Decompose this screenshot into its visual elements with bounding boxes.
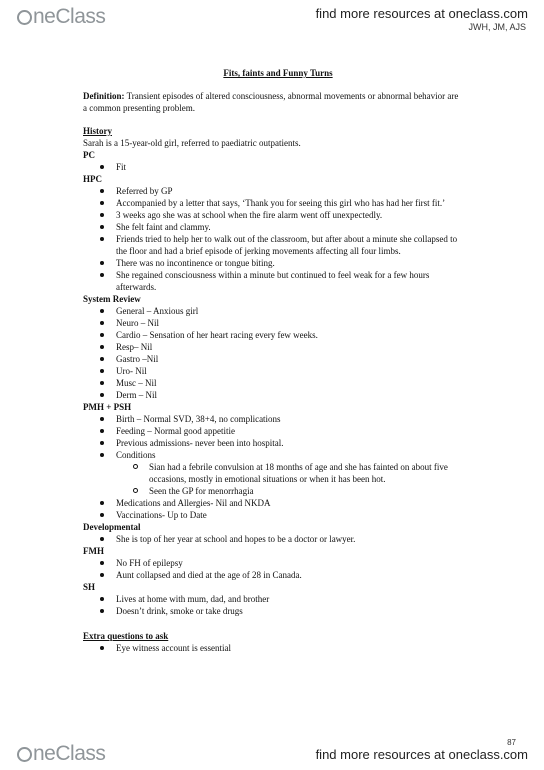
- pc-heading: PC: [83, 150, 95, 160]
- list-item: Doesn’t drink, smoke or take drugs: [83, 605, 463, 617]
- pc-list: [83, 161, 463, 173]
- logo-o-icon: [17, 747, 32, 762]
- hpc-list: [83, 185, 463, 293]
- sub-list-item: Sian had a febrile convulsion at 18 months of age and she has fainted on about five occasions, mostly in emotional situations or when it has been hot.: [83, 461, 463, 485]
- history-intro: Sarah is a 15-year-old girl, referred to paediatric outpatients.: [83, 138, 301, 148]
- list-item: Vaccinations- Up to Date: [83, 509, 463, 521]
- extra-questions-list: [83, 642, 463, 654]
- extra-questions-heading: Extra questions to ask: [83, 631, 169, 641]
- promo-link[interactable]: find more resources at oneclass.com: [315, 6, 528, 21]
- history-heading: History: [83, 126, 112, 136]
- list-item: Medications and Allergies- Nil and NKDA: [83, 497, 463, 509]
- list-item: Musc – Nil: [83, 377, 463, 389]
- list-item: Eye witness account is essential: [83, 642, 463, 654]
- list-item: Aunt collapsed and died at the age of 28 in Canada.: [83, 569, 463, 581]
- sh-heading: SH: [83, 582, 96, 592]
- list-item: 3 weeks ago she was at school when the fire alarm went off unexpectedly.: [83, 209, 463, 221]
- hpc-heading: HPC: [83, 174, 102, 184]
- list-item: Neuro – Nil: [83, 317, 463, 329]
- list-item: Uro- Nil: [83, 365, 463, 377]
- list-item: Birth – Normal SVD, 38+4, no complications: [83, 413, 463, 425]
- fmh-heading: FMH: [83, 546, 104, 556]
- list-item: Gastro –Nil: [83, 353, 463, 365]
- developmental-heading: Developmental: [83, 522, 141, 532]
- list-item: Lives at home with mum, dad, and brother: [83, 593, 463, 605]
- list-item: General – Anxious girl: [83, 305, 463, 317]
- fmh-list: [83, 557, 463, 581]
- list-item: Fit: [83, 161, 463, 173]
- list-item: Resp– Nil: [83, 341, 463, 353]
- list-item: Feeding – Normal good appetitie: [83, 425, 463, 437]
- list-item: Conditions: [83, 449, 463, 461]
- oneclass-logo-footer[interactable]: neClass: [17, 743, 105, 764]
- list-item: She felt faint and clammy.: [83, 221, 463, 233]
- list-item: There was no incontinence or tongue biting.: [83, 257, 463, 269]
- list-item: No FH of epilepsy: [83, 557, 463, 569]
- pmh-list: [83, 413, 463, 521]
- list-item: She is top of her year at school and hopes to be a doctor or lawyer.: [83, 533, 463, 545]
- author-initials: JWH, JM, AJS: [468, 22, 526, 32]
- sub-list-item: Seen the GP for menorrhagia: [83, 485, 463, 497]
- page-title: Fits, faints and Funny Turns: [223, 68, 333, 78]
- definition: [83, 90, 463, 114]
- document-body: [83, 67, 463, 654]
- definition-text: Transient episodes of altered consciousness, abnormal movements or abnormal behavior are a common presenting problem.: [83, 91, 459, 113]
- list-item: Friends tried to help her to walk out of the classroom, but after about a minute she collapsed to the floor and had a brief episode of jerking movements affecting all four limbs.: [83, 233, 463, 257]
- list-item: Cardio – Sensation of her heart racing every few weeks.: [83, 329, 463, 341]
- page-number: 87: [507, 738, 516, 747]
- spacer: [83, 617, 463, 630]
- list-item: Derm – Nil: [83, 389, 463, 401]
- list-item: Accompanied by a letter that says, ‘Thank you for seeing this girl who has had her first fit.’: [83, 197, 463, 209]
- developmental-list: [83, 533, 463, 545]
- list-item: She regained consciousness within a minute but continued to feel weak for a few hours afterwards.: [83, 269, 463, 293]
- list-item: Previous admissions- never been into hospital.: [83, 437, 463, 449]
- sh-list: [83, 593, 463, 617]
- list-item: Referred by GP: [83, 185, 463, 197]
- promo-link-footer[interactable]: find more resources at oneclass.com: [315, 747, 528, 762]
- definition-label: Definition:: [83, 91, 125, 101]
- pmh-heading: PMH + PSH: [83, 402, 132, 412]
- system-review-heading: System Review: [83, 294, 141, 304]
- system-review-list: [83, 305, 463, 401]
- logo-o-icon: [17, 10, 32, 25]
- oneclass-logo[interactable]: neClass: [17, 6, 105, 27]
